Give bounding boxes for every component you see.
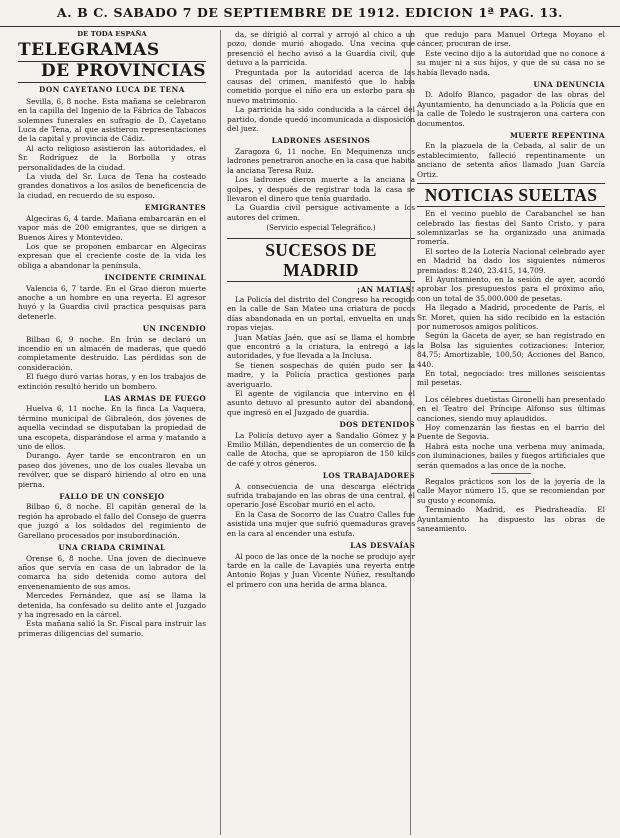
paragraph: Bilbao 6, 8 noche. El capitán general de la región ha aprobado el fallo del Consejo de guerra que juzgó a los soldados del regimiento de Garellano procesados por insubordinación. xyxy=(18,502,206,540)
paragraph: Orense 6, 8 noche. Una joven de diecinueve años que servía en casa de un labrador de la comarca ha sido detenida como autora del envenenamiento de sus amos. xyxy=(18,553,206,591)
subhead: LAS DESVAÍAS xyxy=(350,541,415,551)
headline-noticias: NOTICIAS SUELTAS xyxy=(417,183,605,207)
subhead: LOS TRABAJADORES xyxy=(322,471,415,481)
paragraph: que redujo para Manuel Ortega Moyano el cáncer, procuran de irse. xyxy=(417,30,605,49)
paragraph: Esta mañana salió la Sr. Fiscal para instruir las primeras diligencias del sumario. xyxy=(18,619,206,638)
paragraph: Durango. Ayer tarde se encontraron en un paseo dos jóvenes, uno de los cuales llevaba un revólver, que se disparó hiriendo al otro en una pierna. xyxy=(18,451,206,489)
paragraph: Zaragoza 6, 11 noche. En Mequinenza unos ladrones penetraron anoche en la casa que habita la anciana Teresa Ruiz. xyxy=(227,146,415,175)
paragraph: da, se dirigió al corral y arrojó al chico a un pozo, donde murió ahogado. Una vecina que presenció el hecho avisó a la Guardia civil, que detuvo a la parricida. xyxy=(227,30,415,68)
headline-provincias: DE PROVINCIAS xyxy=(18,62,206,83)
paragraph: Al acto religioso asistieron las autoridades, el Sr. Rodríguez de la Borbolla y otras personalidades de la ciudad. xyxy=(18,143,206,172)
paragraph: La Policía del distrito del Congreso ha recogido en la calle de San Mateo una criatura de pocos días abandonada en un portal, envuelta en unas ropas viejas. xyxy=(227,294,415,333)
paragraph: El agente de vigilancia que intervino en el asunto detuvo al presunto autor del abandono, que ingresó en el Juzgado de guardia. xyxy=(227,389,415,417)
headline-telegramas: TELEGRAMAS xyxy=(18,41,206,62)
paragraph: En la plazuela de la Cebada, al salir de un establecimiento, falleció repentinamente un anciano de setenta años llamado Juan García Ortiz. xyxy=(417,141,605,179)
paragraph: Sevilla, 6, 8 noche. Esta mañana se celebraron en la capilla del Ingenio de la Fábrica de Tabacos solemnes funerales en sufragio de D. Cayetano Luca de Tena, al que asistieron representaciones de la capital y provincia de Cádiz. xyxy=(18,96,206,144)
paragraph: Ha llegado a Madrid, procedente de París, el Sr. Moret, quien ha sido recibido en la estación por numerosos amigos políticos. xyxy=(417,303,605,331)
subhead: UNA DENUNCIA xyxy=(533,80,605,90)
paragraph: En la Casa de Socorro de las Cuatro Calles fue asistida una mujer que sufrió quemaduras graves en la cara al encender una estufa. xyxy=(227,509,415,538)
paragraph: En total, negociado: tres millones seiscientas mil pesetas. xyxy=(417,369,605,388)
paragraph: Los célebres duetistas Gironelli han presentado en el Teatro del Príncipe Alfonso sus últimas canciones, siendo muy aplaudidos. xyxy=(417,394,605,423)
paragraph: Habrá esta noche una verbena muy animada, con iluminaciones, bailes y fuegos artificiales que serán quemados a las once de la noche. xyxy=(417,441,605,470)
paragraph: El sorteo de la Lotería Nacional celebrado ayer en Madrid ha dado los siguientes números premiados: 8.240, 23.415, 14.709. xyxy=(417,246,605,275)
subhead: DOS DETENIDOS xyxy=(339,420,415,430)
paragraph: Regalos prácticos son los de la joyería de la calle Mayor número 15, que se recomiendan por su gusto y economía. xyxy=(417,477,605,505)
paragraph: El Ayuntamiento, en la sesión de ayer, acordó aprobar los presupuestos para el próximo año, con un total de 35.000.000 de pesetas. xyxy=(417,274,605,303)
subhead: INCIDENTE CRIMINAL xyxy=(104,273,206,283)
column-3 xyxy=(410,30,605,835)
subhead: LADRONES ASESINOS xyxy=(271,136,371,146)
paragraph: Preguntada por la autoridad acerca de las causas del crimen, manifestó que lo había cometido porque el niño era un estorbo para su nuevo matrimonio. xyxy=(227,67,415,105)
paragraph: Terminado Madrid, es Piedraheadía. El Ayuntamiento ha dispuesto las obras de saneamiento. xyxy=(417,505,605,534)
paragraph: Bilbao 6, 9 noche. En Irún se declaró un incendio en un almacén de maderas, que quedó completamente destruido. Las pérdidas son de consideración. xyxy=(18,334,206,372)
subhead: DON CAYETANO LUCA DE TENA xyxy=(39,85,185,95)
subhead: MUERTE REPENTINA xyxy=(509,131,605,141)
paragraph: Valencia 6, 7 tarde. En el Grao dieron muerte anoche a un hombre en una reyerta. El agresor huyó y la Guardia civil practica pesquisas para detenerle. xyxy=(18,283,206,321)
subhead: EMIGRANTES xyxy=(144,203,206,213)
paragraph: La Guardia civil persigue activamente a los autores del crimen. xyxy=(227,203,415,222)
subhead: ¡AN MATIAS! xyxy=(357,284,415,294)
column-1 xyxy=(18,30,206,835)
paragraph: Algeciras 6, 4 tarde. Mañana embarcarán en el vapor más de 200 emigrantes, que se dirigen a Buenos Aires y Montevideo. xyxy=(18,213,206,242)
subhead: UN INCENDIO xyxy=(142,324,206,334)
paragraph: Al poco de las once de la noche se produjo ayer tarde en la calle de Lavapiés una reyerta entre Antonio Rojas y Juan Vicente Núñez, resultando el primero con una herida de arma blanca. xyxy=(227,551,415,589)
paragraph: Los que se proponen embarcar en Algeciras expresan que el creciente coste de la vida les obliga a abandonar la península. xyxy=(18,241,206,270)
paragraph: Los ladrones dieron muerte a la anciana a golpes, y después de registrar toda la casa se llevaron el dinero que tenía guardado. xyxy=(227,175,415,203)
paragraph: Huelva 6, 11 noche. En la finca La Vaquera, término municipal de Gibraleón, dos jóvenes de aquella vecindad se disputaban la propiedad de una escopeta, disparándose el arma y matando a uno de ellos. xyxy=(18,404,206,452)
paragraph: D. Adolfo Blanco, pagador de las obras del Ayuntamiento, ha denunciado a la Policía que en la calle de Toledo le sustrajeron una cartera con documentos. xyxy=(417,90,605,128)
paragraph: La Policía detuvo ayer a Sandalio Gómez y a Emilio Millán, dependientes de un comercio de la calle de Atocha, que se apropiaron de 150 kilos de café y otros géneros. xyxy=(227,430,415,468)
paragraph: El fuego duró varias horas, y en los trabajos de extinción resultó herido un bombero. xyxy=(18,372,206,391)
paragraph: En el vecino pueblo de Carabanchel se han celebrado las fiestas del Santo Cristo, y para solemnizarlas se ha organizado una animada romería. xyxy=(417,209,605,247)
paragraph: Según la Gaceta de ayer, se han registrado en la Bolsa las siguientes cotizaciones: Interior, 84,75; Amortizable, 100,50; Acciones del Banco, 440. xyxy=(417,331,605,369)
paragraph: A consecuencia de una descarga eléctrica sufrida trabajando en las obras de una central, el operario José Escobar murió en el acto. xyxy=(227,481,415,510)
paragraph: Juan Matías Jaén, que así se llama el hombre que encontró a la criatura, la entregó a las autoridades, y fue llevada a la Inclusa. xyxy=(227,332,415,361)
credit-line: (Servicio especial Telegráfico.) xyxy=(266,224,376,233)
column-2 xyxy=(220,30,415,835)
subhead: FALLO DE UN CONSEJO xyxy=(59,492,165,502)
subhead: LAS ARMAS DE FUEGO xyxy=(104,394,206,403)
paragraph: Mercedes Fernández, que así se llama la detenida, ha confesado su delito ante el Juzgado y ha ingresado en la cárcel. xyxy=(18,591,206,619)
divider xyxy=(491,473,531,474)
divider xyxy=(491,391,531,392)
headline-sucesos: SUCESOS DE MADRID xyxy=(227,238,415,282)
section-kicker: DE TODA ESPAÑA xyxy=(77,30,147,38)
subhead: UNA CRIADA CRIMINAL xyxy=(58,543,166,553)
paragraph: Se tienen sospechas de quién pudo ser la madre, y la Policía practica gestiones para averiguarlo. xyxy=(227,360,415,389)
paragraph: Hoy comenzarán las fiestas en el barrio del Puente de Segovia. xyxy=(417,423,605,442)
page-header: A. B C. SABADO 7 DE SEPTIEMBRE DE 1912. EDICION 1ª PAG. 13. xyxy=(0,0,620,27)
paragraph: La parricida ha sido conducida a la cárcel del partido, donde quedó incomunicada a disposición del juez. xyxy=(227,105,415,134)
paragraph: Este vecino dijo a la autoridad que no conoce a su mujer ni a sus hijos, y que de su casa no se había llevado nada. xyxy=(417,48,605,77)
paragraph: La viuda del Sr. Luca de Tena ha costeado grandes donativos a los asilos de beneficencia de la ciudad, en recuerdo de su esposo. xyxy=(18,172,206,200)
